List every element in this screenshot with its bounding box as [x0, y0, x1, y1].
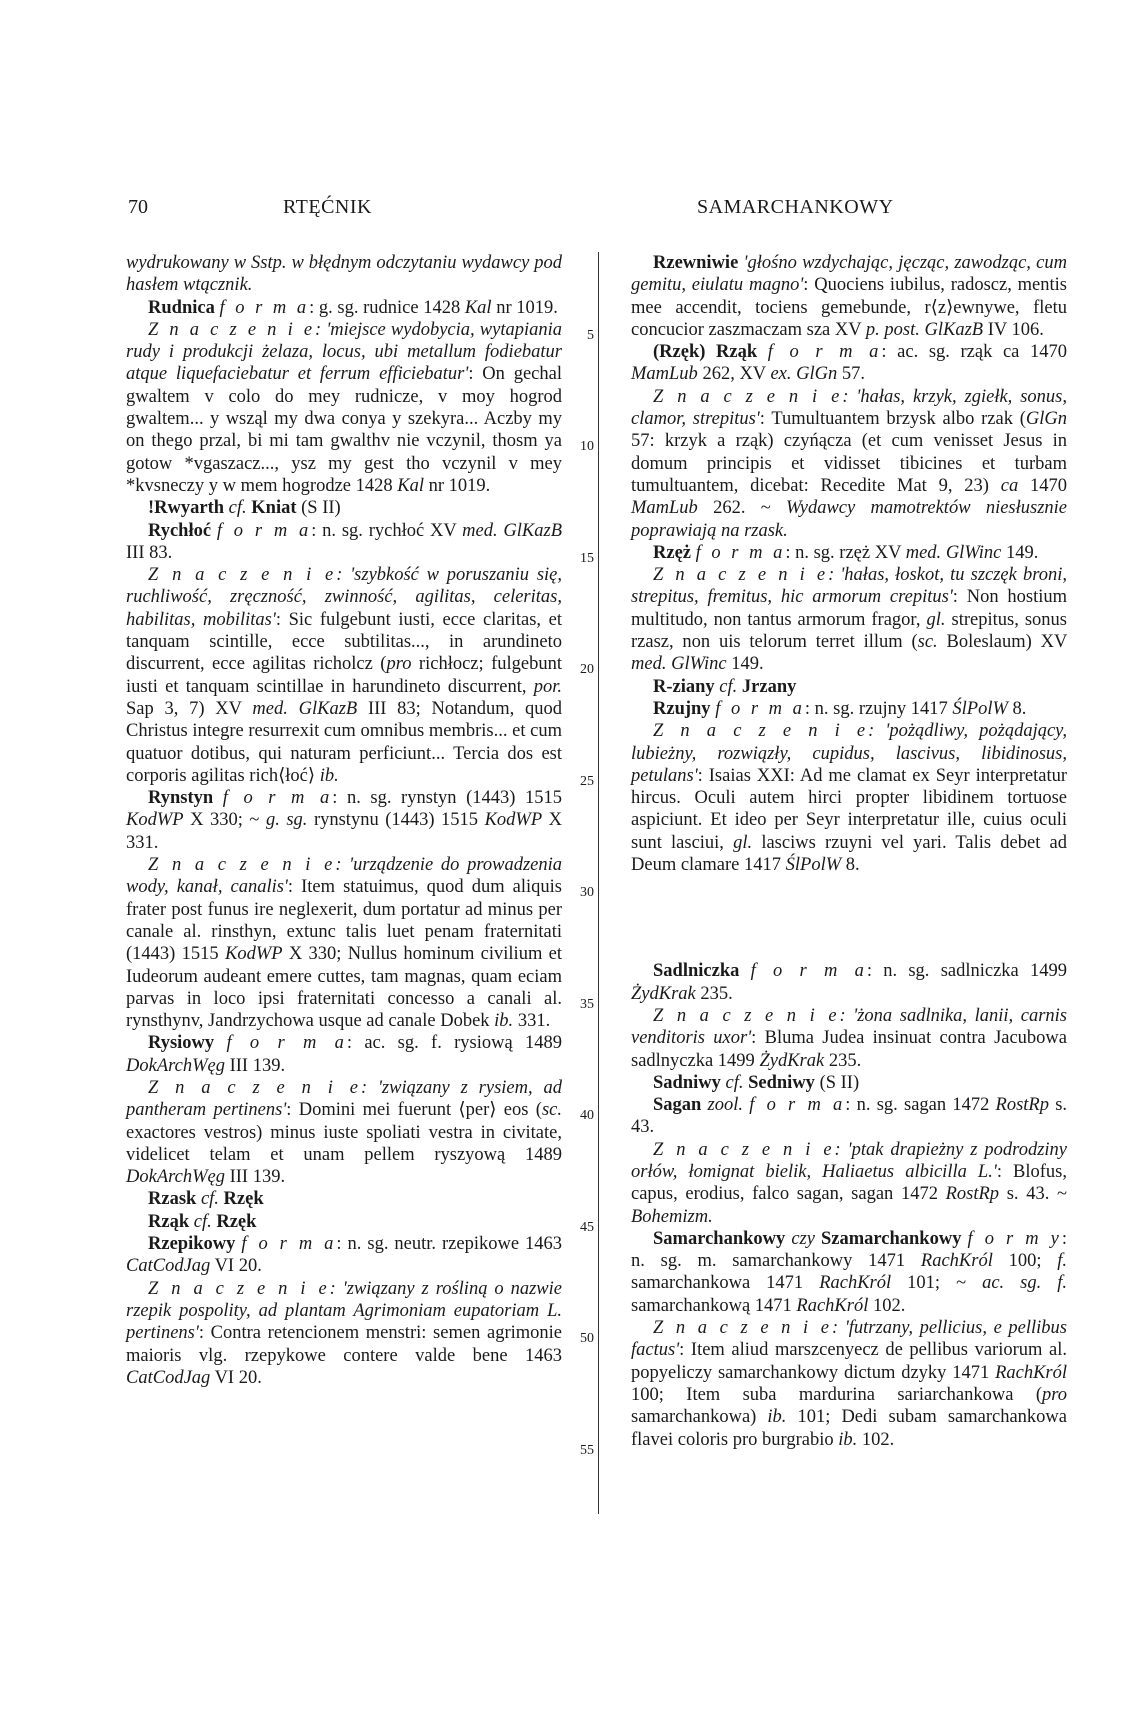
entry-rychloc: Rychłoć f o r m a: n. sg. rychłoć XV med. GlKazB III 83. — [126, 520, 563, 563]
right-column — [631, 252, 1067, 1451]
line-number: 25 — [580, 774, 594, 789]
line-number: 5 — [587, 328, 594, 343]
running-header — [0, 196, 1137, 226]
entry-rzujny: Rzujny f o r m a: n. sg. rzujny 1417 ŚlPolW 8. — [653, 698, 1027, 719]
meaning-rzak: Z n a c z e n i e: 'hałas, krzyk, zgiełk, sonus, clamor, strepitus': Tumultuantem brzysk albo rzak (GlGn 57: krzyk a rząk) czyńącza (et cum venisset Jesus in domum principis et vidisset tibicines et turbam tumultuantem, dicebat: Recedite Mat 9, 23) ca 1470 MamLub 262. ~ Wydawcy mamotrektów niesłusznie poprawiają na rzask. — [631, 386, 1068, 541]
line-number: 55 — [580, 1443, 594, 1458]
entry-sagan: Sagan zool. f o r m a: n. sg. sagan 1472 RostRp s. 43. — [631, 1095, 1068, 1138]
line-number: 50 — [580, 1331, 594, 1346]
line-number: 30 — [580, 885, 594, 900]
entry-rudnica: Rudnica f o r m a: g. sg. rudnice 1428 Kal nr 1019. — [148, 297, 558, 318]
line-number: 45 — [580, 1220, 594, 1235]
line-number: 15 — [580, 551, 594, 566]
line-number: 35 — [580, 997, 594, 1012]
entry-sadlniczka: Sadlniczka f o r m a: n. sg. sadlniczka 1499 ŻydKrak 235. — [631, 961, 1068, 1004]
entry-sadniwy: Sadniwy cf. Sedniwy (S II) — [653, 1072, 860, 1093]
entry-rwyarth: !Rwyarth cf. Kniat (S II) — [148, 498, 341, 519]
meaning-rudnica: Z n a c z e n i e: 'miejsce wydobycia, wytapiania rudy i produkcji żelaza, locus, ubi metallum fodiebatur atque liquefaciebatur et ferrum efficiebatur': On gechal gwaltem v colo do mey rudnicze, v moy hogrod gwaltem... y wsząl my dwa conya y szekyra... Aczby my on thego przal, bi mi tam gwalthv nie vczynil, thosm ya gotow *vgaszacz..., ysz my gest tho vczynil v mey *kvsneczy y w mem hogrodze 1428 Kal nr 1019. — [126, 319, 562, 496]
entry-rzepikowy: Rzepikowy f o r m a: n. sg. neutr. rzepikowe 1463 CatCodJag VI 20. — [126, 1234, 563, 1277]
left-column — [126, 252, 562, 1389]
continuation-text: wydrukowany w Sstp. w błędnym odczytaniu wydawcy pod hasłem wtącznik. — [126, 253, 562, 296]
entry-rziany: R-ziany cf. Jrzany — [653, 676, 797, 697]
entry-rzewniwie: Rzewniwie 'głośno wzdychając, jęcząc, zawodząc, cum gemitu, eiulatu magno': Quociens iubilus, radoscz, mentis mee accendit, tociens gemebunde, r⟨z⟩ewnywe, fletu concucior zaszmaczam sza XV p. post. GlKazB IV 106. — [631, 253, 1067, 340]
column-divider — [598, 252, 599, 1514]
line-number: 40 — [580, 1108, 594, 1123]
entry-rzak-ref: Rząk cf. Rzęk — [148, 1211, 257, 1232]
entry-rysiowy: Rysiowy f o r m a: ac. sg. f. rysiową 1489 DokArchWęg III 139. — [126, 1033, 563, 1076]
right-headword: SAMARCHANKOWY — [697, 196, 894, 218]
page-number: 70 — [128, 196, 148, 218]
meaning-samarchankowy: Z n a c z e n i e: 'futrzany, pellicius, e pellibus factus': Item aliud marszcenyecz de pellibus variorum al. popyeliczy samarchankowy dictum dzyky 1471 RachKról 100; Item suba mardurina sariarchankowa (pro samarchankowa) ib. 101; Dedi subam samarchankowa flavei coloris pro burgrabio ib. 102. — [631, 1318, 1068, 1450]
meaning-sadlniczka: Z n a c z e n i e: 'żona sadlnika, lanii, carnis venditoris uxor': Bluma Judea insinuat contra Jacubowa sadlnyczka 1499 ŻydKrak 235. — [631, 1005, 1068, 1071]
line-number: 10 — [580, 439, 594, 454]
meaning-rysiowy: Z n a c z e n i e: 'związany z rysiem, ad pantheram pertinens': Domini mei fuerunt ⟨per⟩ eos (sc. exactores vestros) minus iuste spoliati vestra in civitate, videlicet telam et unam pellem ryszyową 1489 DokArchWęg III 139. — [126, 1077, 562, 1188]
meaning-rzujny: Z n a c z e n i e: 'pożądliwy, pożądający, lubieżny, rozwiązły, cupidus, lascivus, libidinosus, petulans': Isaias XXI: Ad me clamat ex Seyr interpretatur hircus. Oculi autem hirci propter libidinem tortuose aspiciunt. Et ideo per Seyr interpretatur ille, cuius oculi sunt lasciui, gl. lasciws rzuyni vel yari. Talis debet ad Deum clamare 1417 ŚlPolW 8. — [631, 721, 1067, 876]
meaning-rzez: Z n a c z e n i e: 'hałas, łoskot, tu szczęk broni, strepitus, fremitus, hic armorum crepitus': Non hostium multitudo, non tantus armorum fragor, gl. strepitus, sonus rzasz, non uis telorum terret illum (sc. Boleslaum) XV med. GlWinc 149. — [631, 565, 1068, 675]
line-number: 20 — [580, 662, 594, 677]
entry-rzez: Rzęż f o r m a: n. sg. rzęż XV med. GlWinc 149. — [653, 542, 1039, 563]
entry-rzak: (Rzęk) Rząk f o r m a: ac. sg. rząk ca 1470 MamLub 262, XV ex. GlGn 57. — [631, 342, 1067, 385]
meaning-sagan: Z n a c z e n i e: 'ptak drapieżny z podrodziny orłów, łomignat bielik, Haliaetus albicilla L.': Blofus, capus, erodius, falco sagan, sagan 1472 RostRp s. 43. ~ Bohemizm. — [631, 1139, 1067, 1227]
left-headword: RTĘĆNIK — [283, 196, 372, 218]
meaning-rzepikowy: Z n a c z e n i e: 'związany z rośliną o nazwie rzepik pospolity, ad plantam Agrimoniam eupatoriam L. pertinens': Contra retencionem menstri: semen agrimonie maioris vlg. rzepykowe contere valde bene 1463 CatCodJag VI 20. — [126, 1278, 562, 1388]
meaning-rychloc: Z n a c z e n i e: 'szybkość w poruszaniu się, ruchliwość, zręczność, zwinność, agilitas, celeritas, habilitas, mobilitas': Sic fulgebunt iusti, ecce claritas, et tanquam scintille, ecce subtilitas..., in arundineto discurrent, ecce agilitas richolcz (pro richłocz; fulgebunt iusti et tanquam scintillae in harundineto discurrent, por. Sap 3, 7) XV med. GlKazB III 83; Notandum, quod Christus integre resurrexit cum omnibus membris... et cum quatuor dotibus, qui naturam perficiunt... Tercia dos est corporis agilitas rich⟨łoć⟩ ib. — [126, 565, 563, 786]
entry-rynstyn: Rynstyn f o r m a: n. sg. rynstyn (1443) 1515 KodWP X 330; ~ g. sg. rynstynu (1443) 1515 KodWP X 331. — [126, 788, 563, 853]
entry-samarchankowy: Samarchankowy czy Szamarchankowy f o r m y: n. sg. m. samarchankowy 1471 RachKról 100; f. samarchankowa 1471 RachKról 101; ~ ac. sg. f. samarchankową 1471 RachKról 102. — [631, 1228, 1068, 1316]
meaning-rynstyn: Z n a c z e n i e: 'urządzenie do prowadzenia wody, kanał, canalis': Item statuimus, quod dum aliquis frater post funus ire neglexerit, dum portatur ad minus per canale al. rinsthyn, extunc talis luet penam fraternitati (1443) 1515 KodWP X 330; Nullus hominum civilium et Iudeorum audeant emere cuttes, tam magnas, quam eciam parvas in loco ipsi fraternitati concesso a canali al. rynsthynv, Jandrzychowa usque ad canale Dobek ib. 331. — [126, 855, 563, 1032]
entry-rzask: Rzask cf. Rzęk — [148, 1189, 264, 1210]
